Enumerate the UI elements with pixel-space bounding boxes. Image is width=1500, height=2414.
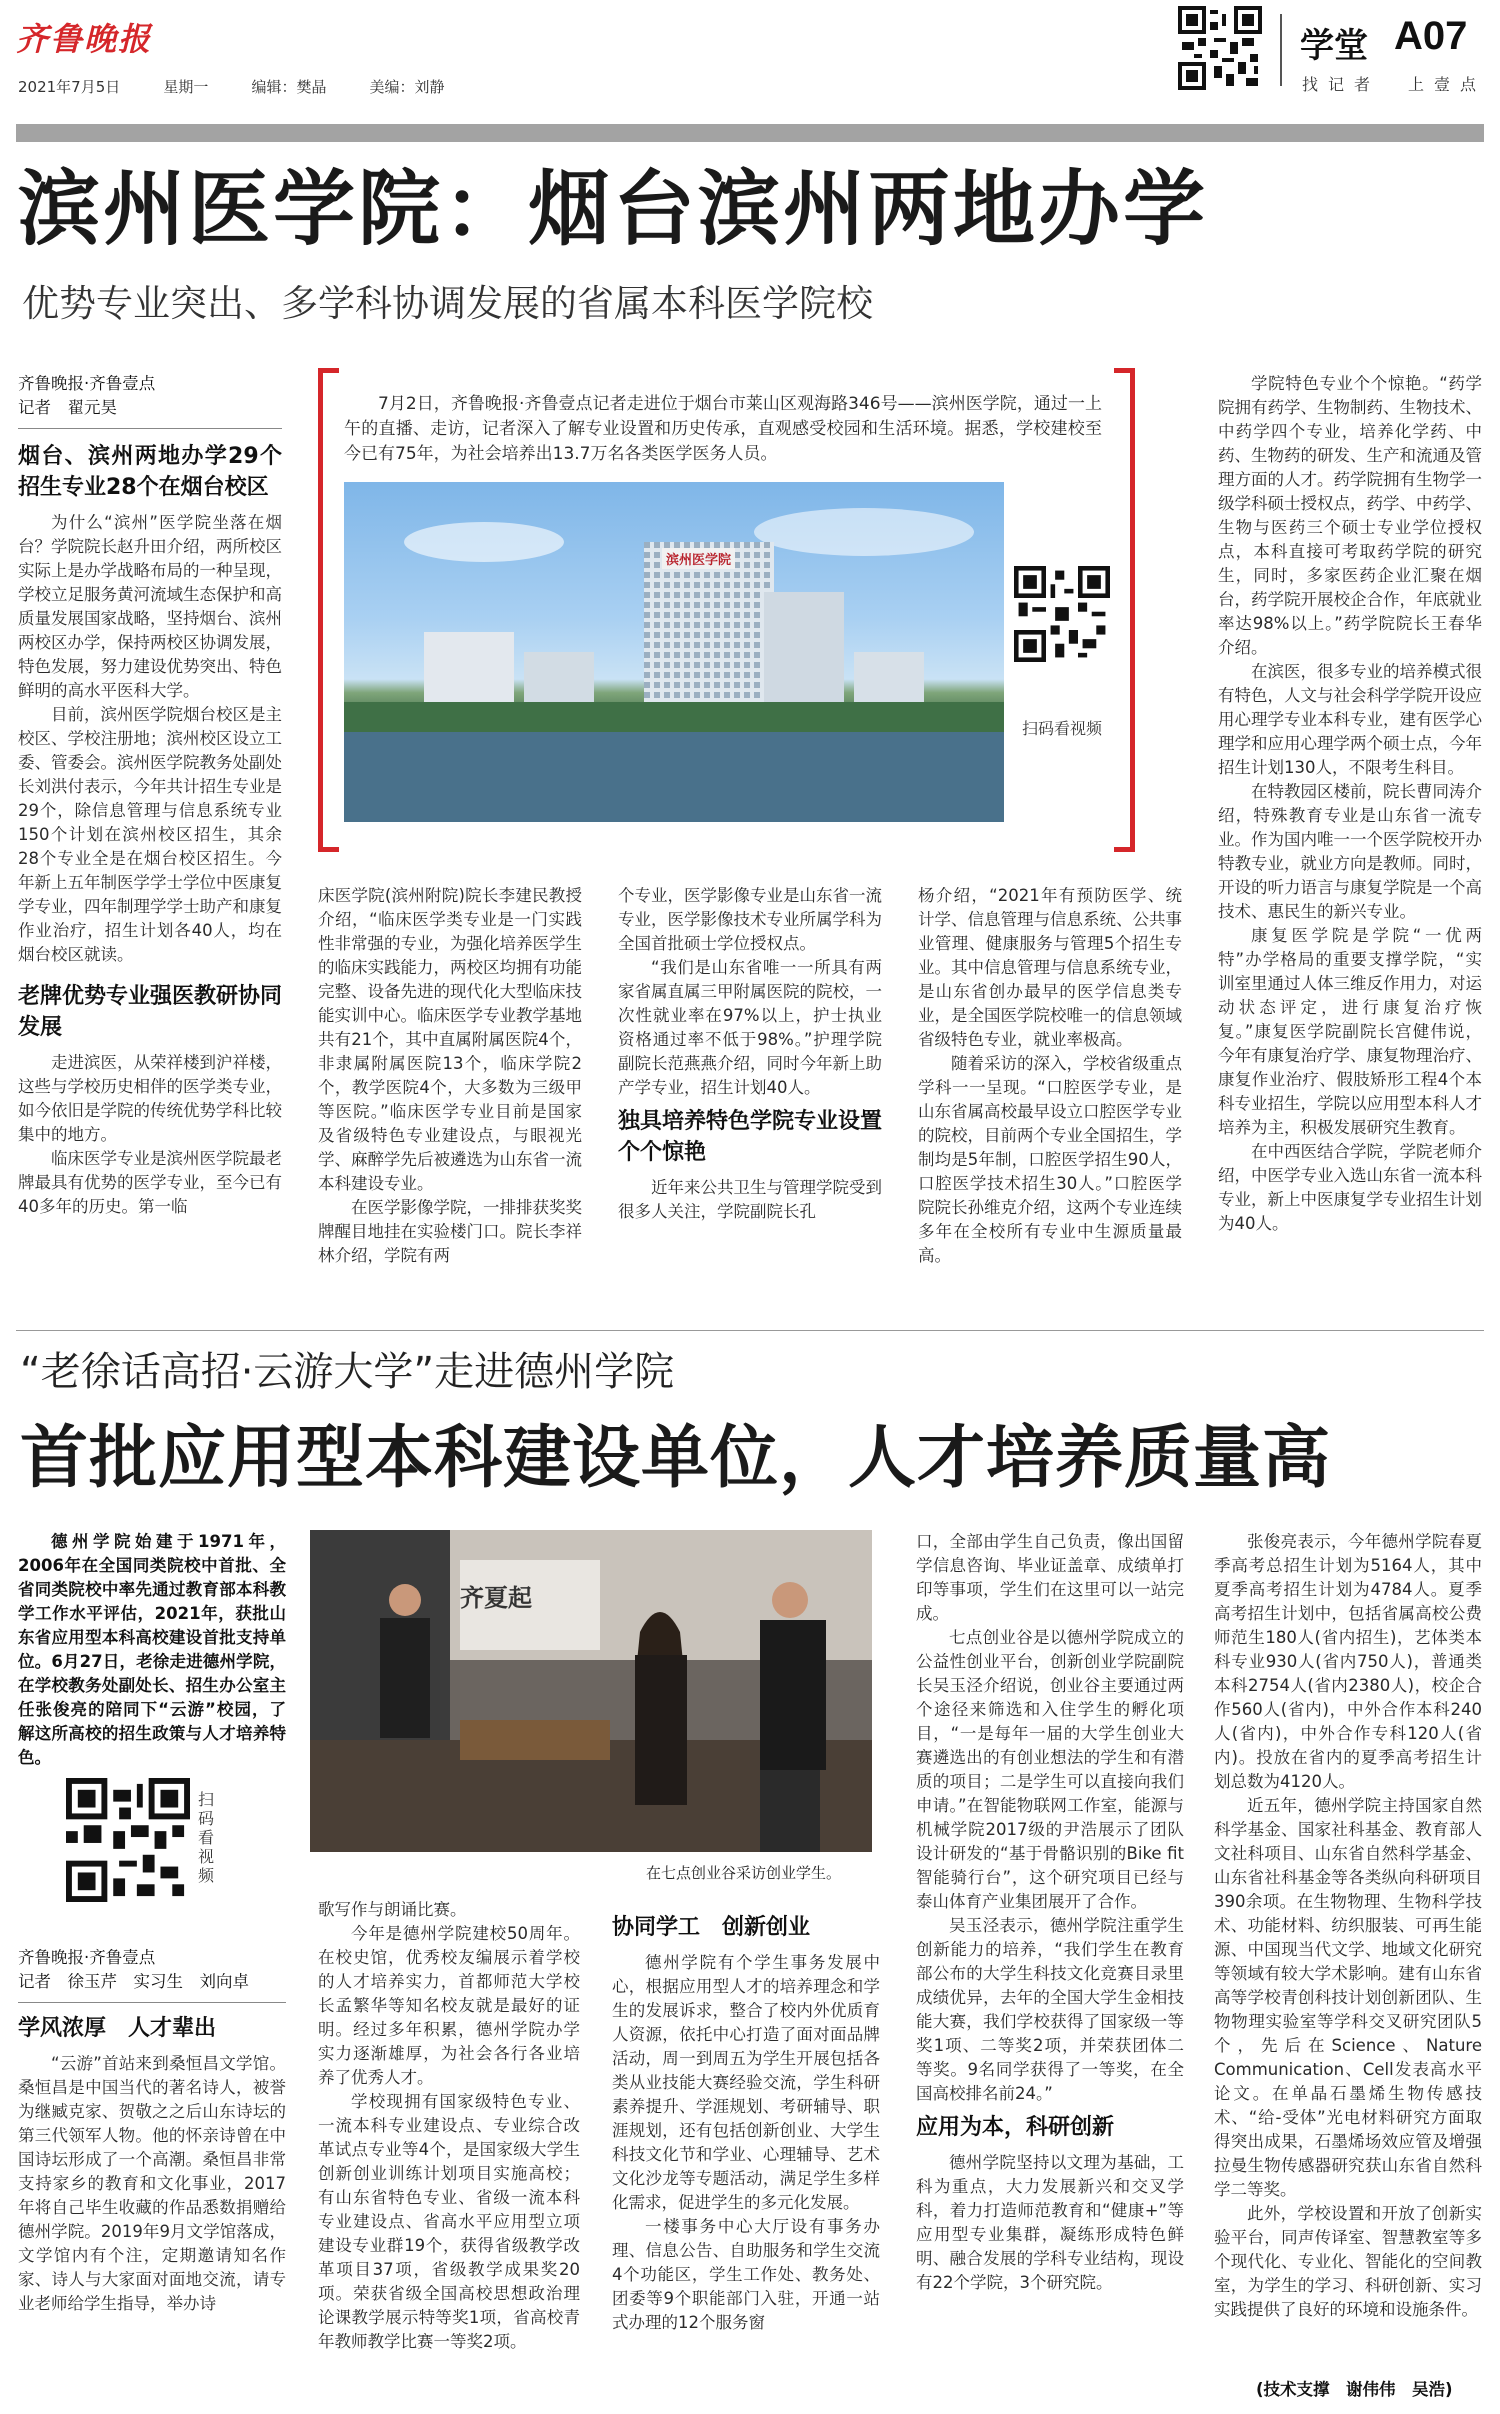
editor-credit: 编辑：樊晶 [251,78,327,96]
slogan-left: 找记者 [1302,75,1381,94]
story1-qr-caption: 扫码看视频 [1022,719,1103,738]
story2-intro [18,1530,286,1767]
intro-bracket-right [1114,368,1135,852]
paragraph: 此外，学校设置和开放了创新实验平台，同声传译室、智慧教室等多个现代化、专业化、智能化的空间教室，为学生的学习、科研创新、实习实践提供了良好的环境和设施条件。 [1214,2204,1482,2319]
paragraph: 今年是德州学院建校50周年。在校史馆，优秀校友编展示着学校的人才培养实力，首都师范大学校长孟繁华等知名校友就是最好的证明。经过多年积累，德州学院办学实力逐渐雄厚，为社会各行各业培养了优秀人才。 [318,1924,580,2087]
paragraph: 康复医学院是学院“一优两特”办学格局的重要支撑学院，“实训室里通过人体三维反作用力，对运动状态评定，进行康复治疗恢复。”康复医学院副院长宫健伟说，今年有康复治疗学、康复物理治疗、康复作业治疗、假肢矫形工程4个本科专业招生，学院以应用型本科人才培养为主，积极发展研究生教育。 [1218,926,1482,1137]
paragraph: 学院特色专业个个惊艳。“药学院拥有药学、生物制药、生物技术、中药学四个专业，培养化学药、中药、生物药的研发、生产和流通及管理方面的人才。药学院拥有生物学一级学科硕士授权点，药学、中药学、生物与医药三个硕士专业学位授权点，本科直接可考取药学院的研究生，同时，多家医药企业汇聚在烟台，药学院开展校企合作，年底就业率达98%以上。”药学院院长王春华介绍。 [1218,374,1482,657]
story2-credit: (技术支撑 谢伟伟 吴浩) [1256,2380,1453,2399]
paragraph: 个专业，医学影像专业是山东省一流专业，医学影像技术专业所属学科为全国首批硕士学位授权点。 [618,886,882,953]
story2-video-qr-code[interactable] [66,1778,190,1902]
story1-byline-reporter: 记者 翟元昊 [18,398,117,417]
story1-subheading-3: 独具培养特色学院专业设置个个惊艳 [618,1109,883,1165]
campus-building-photo [344,482,1004,822]
story1-column-4 [918,884,1182,1308]
story2-byline-outlet: 齐鲁晚报·齐鲁壹点 [18,1948,156,1967]
intro-bracket-left [318,368,339,852]
story-divider [16,1330,1484,1331]
story2-byline-reporter: 记者 徐玉芹 实习生 刘向卓 [18,1972,249,1991]
story2-headline: 首批应用型本科建设单位，人才培养质量高 [20,1419,1332,1498]
qr-code-icon [1014,566,1110,662]
story2-column-1 [18,1946,286,2404]
story2-column-3 [612,1912,880,2406]
qr-code-icon [1178,6,1262,90]
section-name: 学堂 [1300,26,1368,66]
paragraph: 德州学院坚持以文理为基础，工科为重点，大力发展新兴和交叉学科，着力打造师范教育和“健康+”等应用型专业集群，凝练形成特色鲜明、融合发展的学科专业结构，现设有22个学院，3个研究院。 [916,2153,1184,2292]
slogan-right: 上壹点 [1408,75,1487,94]
qr-code-icon [66,1778,190,1902]
paragraph: 在滨医，很多专业的培养模式很有特色，人文与社会科学学院开设应用心理学专业本科专业，建有医学心理学和应用心理学两个硕士点，今年招生计划130人，不限考生科目。 [1218,662,1482,777]
header-rule [16,124,1484,142]
designer-credit: 美编：刘静 [369,78,445,96]
paragraph: 为什么“滨州”医学院坐落在烟台？学院院长赵升田介绍，两所校区实际上是办学战略布局的一种呈现，学校立足服务黄河流域生态保护和高质量发展国家战略，坚持烟台、滨州两校区办学，保持两校区协调发展，特色发展，努力建设优势突出、特色鲜明的高水平医科大学。 [18,513,282,700]
story1-byline-outlet: 齐鲁晚报·齐鲁壹点 [18,374,156,393]
story1-headline: 滨州医学院：烟台滨州两地办学 [18,162,1209,257]
story2-qr-caption: 扫码看视频 [198,1790,215,1885]
paragraph: 学校现拥有国家级特色专业、一流本科专业建设点、专业综合改革试点专业等4个，是国家级大学生创新创业训练计划项目实施高校；有山东省特色专业、省级一流本科专业建设点、省高水平应用型立项建设专业群19个，获得省级教学改革项目37项，省级教学成果奖20项。荣获省级全国高校思想政治理论课教学展示特等奖1项，省高校青年教师教学比赛一等奖2项。 [318,2092,580,2351]
story1-video-qr-code[interactable] [1014,566,1110,662]
paragraph: 走进滨医，从荣祥楼到沪祥楼，这些与学校历史相伴的医学类专业，如今依旧是学院的传统优势学科比较集中的地方。 [18,1053,282,1144]
building-illustration [344,482,1004,822]
paragraph: 歌写作与朗诵比赛。 [318,1900,467,1919]
story1-column-2 [318,884,582,1308]
workshop-sign: 齐夏起 [460,1584,532,1612]
paragraph: 吴玉泾表示，德州学院注重学生创新能力的培养，“我们学生在教育部公布的大学生科技文化竞赛目录里成绩优异，去年的全国大学生金相技能大赛，我们学校获得了国家级一等奖1项、二等奖2项，并荣获团体二等奖。9名同学获得了一等奖，在全国高校排名前24。” [916,1916,1184,2103]
byline-rule [18,2002,286,2003]
story2-subheading-3: 应用为本，科研创新 [916,2115,1115,2140]
paragraph: 一楼事务中心大厅设有事务办理、信息公告、自助服务和学生交流4个功能区，学生工作处、教务处、团委等9个职能部门入驻，开通一站式办理的12个服务窗 [612,2217,880,2332]
paragraph: 在医学影像学院，一排排获奖奖牌醒目地挂在实验楼门口。院长李祥林介绍，学院有两 [318,1198,582,1265]
paragraph: 近年来公共卫生与管理学院受到很多人关注，学院副院长孔 [618,1178,882,1221]
story1-subheading-2: 老牌优势专业强医教研协同发展 [18,984,283,1040]
page-number: A07 [1394,14,1468,58]
interview-illustration [310,1530,872,1852]
story2-column-5 [1214,1530,1482,2380]
story1-subheading-1: 烟台、滨州两地办学29个招生专业28个在烟台校区 [18,444,282,500]
paragraph: 口，全部由学生自己负责，像出国留学信息咨询、毕业证盖章、成绩单打印等事项，学生们在这里可以一站完成。 [916,1532,1184,1623]
issue-date: 2021年7月5日 [18,78,121,96]
paragraph: 床医学院(滨州附院)院长李建民教授介绍，“临床医学类专业是一门实践性非常强的专业，为强化培养医学生的临床实践能力，两校区均拥有功能完整、设备先进的现代化大型临床技能实训中心。临床医学专业教学基地共有21个，其中直属附属医院4个，非隶属附属医院13个，临床学院2个，教学医院4个，大多数为三级甲等医院。”临床医学专业目前是国家及省级特色专业建设点，与眼视光学、麻醉学先后被遴选为山东省一流本科建设专业。 [318,886,582,1193]
paragraph: 临床医学专业是滨州医学院最老牌最具有优势的医学专业，至今已有40多年的历史。第一临 [18,1149,282,1216]
paragraph: 近五年，德州学院主持国家自然科学基金、国家社科基金、教育部人文社科项目、山东省自然科学基金、山东省社科基金等各类纵向科研项目390余项。在生物物理、生物科学技术、功能材料、纺织服装、可再生能源、中国现当代文学、地域文化研究等领域有较大学术影响。建有山东省高等学校青创科技计划创新团队、生物物理实验室等学科交叉研究团队5个，先后在Science、Nature Communication、Cell发表高水平论文。在单晶石墨烯生物传感技术、“给-受体”光电材料研究方面取得突出成果，石墨烯场效应管及增强拉曼生物传感器研究获山东省自然科学二等奖。 [1214,1796,1482,2199]
intro-text: 7月2日，齐鲁晚报·齐鲁壹点记者走进位于烟台市莱山区观海路346号——滨州医学院，通过一上午的直播、走访，记者深入了解专业设置和历史传承，直观感受校园和生活环境。据悉，学校建校至今已有75年，为社会培养出13.7万名各类医学医务人员。 [344,394,1102,464]
story2-subheading-1: 学风浓厚 人才辈出 [18,2016,217,2041]
paragraph: 目前，滨州医学院烟台校区是主校区、学校注册地；滨州校区设立工委、管委会。滨州医学院教务处副处长刘洪付表示，今年共计招生专业是29个，除信息管理与信息系统专业150个计划在滨州校区招生，其余28个专业全是在烟台校区招生。今年新上五年制医学学士学位中医康复学专业，四年制理学学士助产和康复作业治疗，招生计划各40人，均在烟台校区就读。 [18,705,282,964]
paragraph: 德州学院有个学生事务发展中心，根据应用型人才的培养理念和学生的发展诉求，整合了校内外优质育人资源，依托中心打造了面对面品牌活动，周一到周五为学生开展包括各类从业技能大赛经验交流，学生科研素养提升、学涯规划、考研辅导、职涯规划，还有包括创新创业、大学生科技文化节和学业、心理辅导、艺术文化沙龙等专题活动，满足学生多样化需求，促进学生的多元化发展。 [612,1953,880,2212]
entrepreneurship-interview-photo [310,1530,872,1852]
story2-subheading-2: 协同学工 创新创业 [612,1915,811,1940]
story1-subhead: 优势专业突出、多学科协调发展的省属本科医学院校 [22,282,873,325]
story1-column-5 [1218,372,1482,1308]
byline-rule [18,428,282,429]
story1-column-1 [18,372,282,1307]
masthead-qr-code[interactable] [1178,6,1262,90]
story1-column-3 [618,884,882,1308]
paragraph: 杨介绍，“2021年有预防医学、统计学、信息管理与信息系统、公共事业管理、健康服务与管理5个招生专业。其中信息管理与信息系统专业，是山东省创办最早的医学信息类专业，是全国医学院校唯一的信息领域省级特色专业，就业率极高。 [918,886,1182,1049]
issue-weekday: 星期一 [163,78,209,96]
paragraph: 七点创业谷是以德州学院成立的公益性创业平台，创新创业学院副院长吴玉泾介绍说，创业谷主要通过两个途径来筛选和入住学生的孵化项目，“一是每年一届的大学生创业大赛遴选出的有创业想法的学生和有潜质的项目；二是学生可以直接向我们申请。”在智能物联网工作室，能源与机械学院2017级的尹浩展示了团队设计研发的“基于骨骼识别的Bike fit智能骑行台”，这个研究项目已经与泰山体育产业集团展开了合作。 [916,1628,1184,1911]
story2-photo-caption: 在七点创业谷采访创业学生。 [646,1864,842,1882]
story2-column-4 [916,1530,1184,2406]
masthead-dateline [18,76,445,97]
story1-intro [344,392,1102,472]
masthead-logo: 齐鲁晚报 [16,20,153,58]
paragraph: 在特教园区楼前，院长曹同涛介绍，特殊教育专业是山东省一流专业。作为国内唯一一个医学院校开办特教专业，就业方向是教师。同时，开设的听力语言与康复学院是一个高技术、惠民生的新兴专业。 [1218,782,1482,921]
story2-kicker: “老徐话高招·云游大学”走进德州学院 [20,1349,675,1395]
story2-column-2 [318,1898,580,2406]
masthead-divider [1280,14,1282,86]
building-sign: 滨州医学院 [662,548,735,569]
paragraph: “云游”首站来到桑恒昌文学馆。桑恒昌是中国当代的著名诗人，被誉为继臧克家、贺敬之之后山东诗坛的第三代领军人物。他的怀亲诗曾在中国诗坛形成了一个高潮。桑恒昌非常支持家乡的教育和文化事业，2017年将自己毕生收藏的作品悉数捐赠给德州学院。2019年9月文学馆落成，文学馆内有个注，定期邀请知名作家、诗人与大家面对面地交流，请专业老师给学生指导，举办诗 [18,2054,286,2313]
intro-text: 德州学院始建于1971年，2006年在全国同类院校中首批、全省同类院校中率先通过教育部本科教学工作水平评估，2021年，获批山东省应用型本科高校建设首批支持单位。6月27日，老徐走进德州学院，在学校教务处副处长、招生办公室主任张俊亮的陪同下“云游”校园，了解这所高校的招生政策与人才培养特色。 [18,1532,286,1767]
paragraph: 在中西医结合学院，学院老师介绍，中医学专业入选山东省一流本科专业，新上中医康复学专业招生计划为40人。 [1218,1142,1482,1233]
paragraph: 张俊亮表示，今年德州学院春夏季高考总招生计划为5164人，其中夏季高考招生计划为4784人。夏季高考招生计划中，包括省属高校公费师范生180人(省内招生)，艺体类本科专业930人(省内750人)，普通类本科2754人(省内2380人)，校企合作560人(省内)，中外合作本科240人(省内)，中外合作专科120人(省内)。投放在省内的夏季高考招生计划总数为4120人。 [1214,1532,1482,1791]
paragraph: 随着采访的深入，学校省级重点学科一一呈现。“口腔医学专业，是山东省属高校最早设立口腔医学专业的院校，目前两个专业全国招生，学制均是5年制，口腔医学招生90人，口腔医学技术招生30人。”口腔医学院院长孙维克介绍，这两个专业连续多年在全校所有专业中生源质量最高。 [918,1054,1182,1265]
paragraph: “我们是山东省唯一一所具有两家省属直属三甲附属医院的院校，一次性就业率在97%以上，护士执业资格通过率不低于98%。”护理学院副院长范燕燕介绍，同时今年新上助产学专业，招生计划40人。 [618,958,882,1097]
